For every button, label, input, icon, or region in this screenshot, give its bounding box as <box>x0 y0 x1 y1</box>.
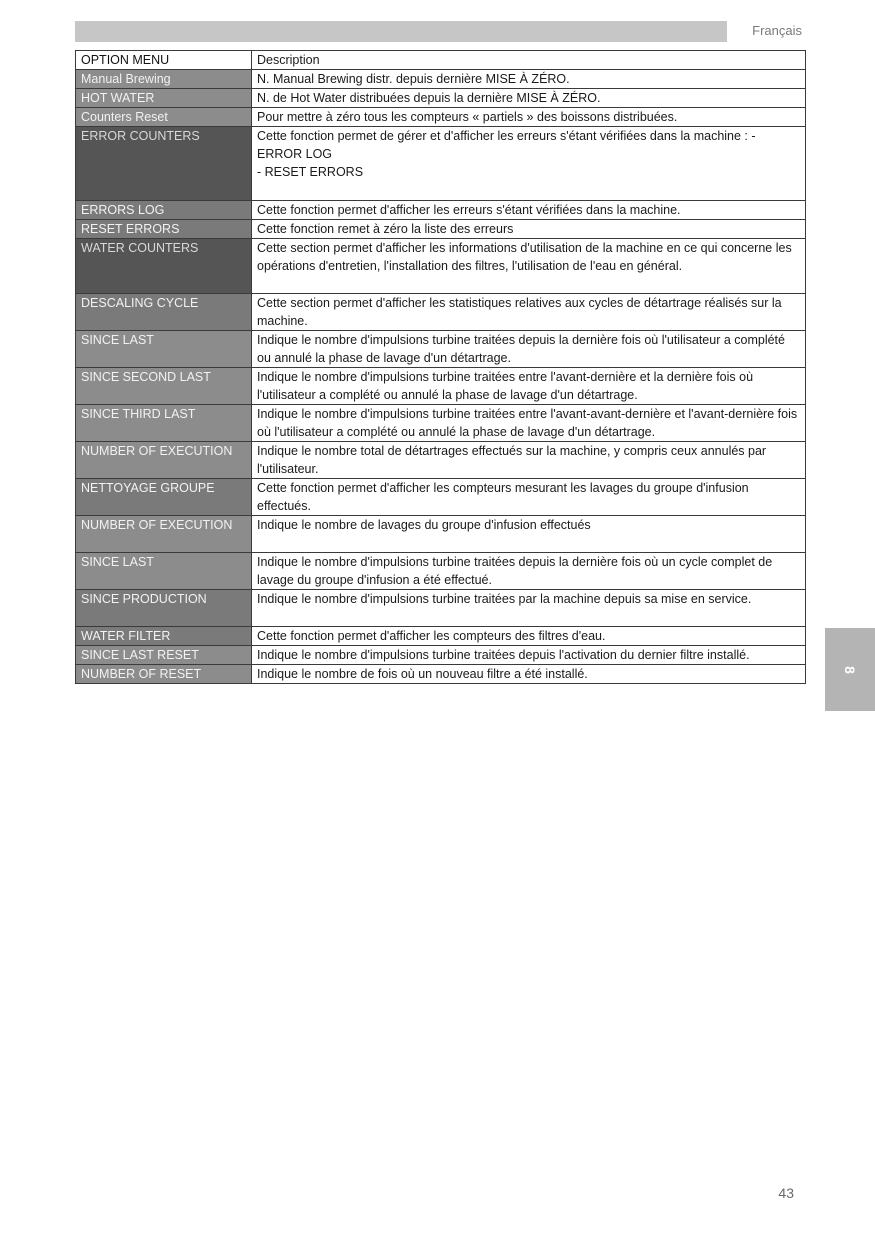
option-name: SINCE LAST <box>76 331 252 368</box>
option-name: WATER COUNTERS <box>76 239 252 294</box>
table-row <box>76 89 806 108</box>
option-name: NETTOYAGE GROUPE <box>76 479 252 516</box>
table-row <box>76 665 806 684</box>
option-description: Indique le nombre total de détartrages effectués sur la machine, y compris ceux annulés par l'utilisateur. <box>252 442 806 479</box>
table-row <box>76 294 806 331</box>
option-name: ERRORS LOG <box>76 201 252 220</box>
table-row <box>76 442 806 479</box>
table-row <box>76 590 806 627</box>
option-name: SINCE PRODUCTION <box>76 590 252 627</box>
option-description <box>252 127 806 201</box>
option-description: Indique le nombre de lavages du groupe d'infusion effectués <box>252 516 806 553</box>
option-description: Indique le nombre d'impulsions turbine traitées depuis la dernière fois où un cycle complet de lavage du groupe d'infusion a été effectué. <box>252 553 806 590</box>
error-counters-description-line: Cette fonction permet de gérer et d'afficher les erreurs s'étant vérifiées dans la machine : - ERROR LOG <box>257 129 756 161</box>
option-description: Indique le nombre d'impulsions turbine traitées entre l'avant-avant-dernière et l'avant-dernière fois où l'utilisateur a complété ou annulé la phase de lavage d'un détartrage. <box>252 405 806 442</box>
option-name: SINCE LAST <box>76 553 252 590</box>
option-name: RESET ERRORS <box>76 220 252 239</box>
option-description: Indique le nombre d'impulsions turbine traitées entre l'avant-dernière et la dernière fois où l'utilisateur a complété ou annulé la phase de lavage d'un détartrage. <box>252 368 806 405</box>
chapter-tab-number: 8 <box>841 665 858 674</box>
option-description: N. Manual Brewing distr. depuis dernière MISE À ZÉRO. <box>252 70 806 89</box>
option-description: Cette fonction remet à zéro la liste des erreurs <box>252 220 806 239</box>
option-name: NUMBER OF RESET <box>76 665 252 684</box>
option-name: SINCE THIRD LAST <box>76 405 252 442</box>
option-description: Indique le nombre de fois où un nouveau filtre a été installé. <box>252 665 806 684</box>
option-description: N. de Hot Water distribuées depuis la dernière MISE À ZÉRO. <box>252 89 806 108</box>
header-description: Description <box>252 51 806 70</box>
option-description: Pour mettre à zéro tous les compteurs « partiels » des boissons distribuées. <box>252 108 806 127</box>
option-description: Indique le nombre d'impulsions turbine traitées depuis la dernière fois où l'utilisateur a complété ou annulé la phase de lavage d'un détartrage. <box>252 331 806 368</box>
option-name: ERROR COUNTERS <box>76 127 252 201</box>
table-row <box>76 646 806 665</box>
option-menu-table <box>75 50 806 684</box>
option-name: WATER FILTER <box>76 627 252 646</box>
error-counters-description-line: - RESET ERRORS <box>257 165 364 179</box>
option-description: Cette fonction permet d'afficher les compteurs mesurant les lavages du groupe d'infusion effectués. <box>252 479 806 516</box>
option-name: NUMBER OF EXECUTION <box>76 442 252 479</box>
header-option-menu: OPTION MENU <box>76 51 252 70</box>
option-name: HOT WATER <box>76 89 252 108</box>
table-row <box>76 368 806 405</box>
table-row <box>76 405 806 442</box>
table-row <box>76 516 806 553</box>
page-number: 43 <box>778 1185 794 1201</box>
option-name: SINCE LAST RESET <box>76 646 252 665</box>
table-row <box>76 479 806 516</box>
table-row <box>76 239 806 294</box>
header-language: Français <box>752 23 802 38</box>
table-row <box>76 70 806 89</box>
table-row <box>76 553 806 590</box>
chapter-tab <box>825 628 875 711</box>
option-name: DESCALING CYCLE <box>76 294 252 331</box>
table-row <box>76 201 806 220</box>
option-description: Cette fonction permet d'afficher les erreurs s'étant vérifiées dans la machine. <box>252 201 806 220</box>
table-row <box>76 127 806 201</box>
option-description: Cette section permet d'afficher les informations d'utilisation de la machine en ce qui concerne les opérations d'entretien, l'installation des filtres, l'utilisation de l'eau en général. <box>252 239 806 294</box>
table-row <box>76 627 806 646</box>
table-header-row <box>76 51 806 70</box>
option-description: Cette section permet d'afficher les statistiques relatives aux cycles de détartrage réalisés sur la machine. <box>252 294 806 331</box>
option-name: Manual Brewing <box>76 70 252 89</box>
option-description: Cette fonction permet d'afficher les compteurs des filtres d'eau. <box>252 627 806 646</box>
table-row <box>76 108 806 127</box>
option-description: Indique le nombre d'impulsions turbine traitées depuis l'activation du dernier filtre installé. <box>252 646 806 665</box>
option-name: Counters Reset <box>76 108 252 127</box>
table-row <box>76 331 806 368</box>
table-row <box>76 220 806 239</box>
option-description: Indique le nombre d'impulsions turbine traitées par la machine depuis sa mise en service. <box>252 590 806 627</box>
option-name: SINCE SECOND LAST <box>76 368 252 405</box>
header-bar <box>75 21 727 42</box>
option-name: NUMBER OF EXECUTION <box>76 516 252 553</box>
